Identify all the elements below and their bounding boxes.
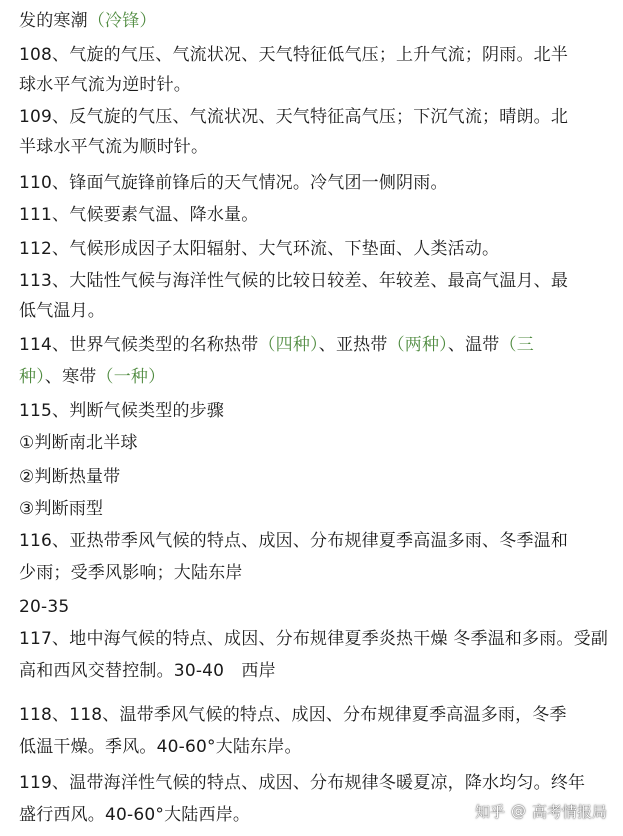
line-text: ①判断南北半球: [19, 433, 138, 453]
line-text: 114、世界气候类型的名称热带: [19, 335, 259, 355]
line-text: 半球水平气流为顺时针。: [19, 137, 209, 157]
watermark-at: @: [510, 802, 526, 820]
line-text: 高和西风交替控制。30-40 西岸: [19, 661, 276, 681]
line-text: 108、气旋的气压、气流状况、天气特征低气压；上升气流；阴雨。北半: [19, 45, 569, 65]
text-line: [19, 74, 191, 96]
line-text: 发的寒潮: [19, 11, 88, 31]
line-text: 、寒带: [44, 367, 97, 387]
highlight-text: （两种）: [387, 335, 448, 355]
highlight-text: 种）: [19, 367, 45, 387]
text-line: [19, 400, 224, 422]
line-text: 、温带: [447, 335, 500, 355]
line-text: 109、反气旋的气压、气流状况、天气特征高气压；下沉气流；晴朗。北: [19, 107, 569, 127]
text-line: [19, 804, 250, 826]
highlight-text: （三: [499, 335, 534, 355]
line-text: ③判断雨型: [19, 499, 104, 519]
text-line: [19, 432, 138, 454]
text-line: [19, 596, 69, 618]
text-line: [19, 270, 568, 292]
line-text: 116、亚热带季风气候的特点、成因、分布规律夏季高温多雨、冬季温和: [19, 531, 569, 551]
text-line: [19, 466, 120, 488]
highlight-text: （四种）: [258, 335, 319, 355]
text-line: [19, 498, 103, 520]
line-text: 117、地中海气候的特点、成因、分布规律夏季炎热干燥 冬季温和多雨。受副: [19, 629, 609, 649]
text-line: [19, 334, 534, 356]
line-text: 110、锋面气旋锋前锋后的天气情况。冷气团一侧阴雨。: [19, 173, 448, 193]
text-line: [19, 772, 585, 794]
line-text: 低气温月。: [19, 301, 105, 321]
watermark: [475, 800, 607, 822]
highlight-text: （冷锋）: [87, 11, 157, 31]
text-line: [19, 736, 302, 758]
text-line: [19, 704, 567, 726]
text-line: [19, 366, 165, 388]
highlight-text: （一种）: [96, 367, 166, 387]
text-line: [19, 238, 499, 260]
line-text: 113、大陆性气候与海洋性气候的比较日较差、年较差、最高气温月、最: [19, 271, 569, 291]
watermark-site: 知乎: [474, 802, 505, 821]
line-text: 低温干燥。季风。40-60°大陆东岸。: [19, 737, 302, 757]
line-text: 111、气候要素气温、降水量。: [19, 205, 259, 225]
text-line: [19, 10, 157, 32]
line-text: 112、气候形成因子太阳辐射、大气环流、下垫面、人类活动。: [19, 239, 500, 259]
watermark-author: 高考情报局: [531, 802, 607, 821]
text-line: [19, 300, 105, 322]
line-text: 、亚热带: [318, 335, 388, 355]
text-line: [19, 172, 448, 194]
line-text: 118、118、温带季风气候的特点、成因、分布规律夏季高温多雨，冬季: [19, 705, 567, 725]
text-line: [19, 628, 608, 650]
text-line: [19, 44, 568, 66]
text-line: [19, 530, 568, 552]
text-line: [19, 204, 258, 226]
line-text: 115、判断气候类型的步骤: [19, 401, 225, 421]
text-line: [19, 136, 208, 158]
text-line: [19, 562, 243, 584]
text-line: [19, 660, 276, 682]
line-text: 119、温带海洋性气候的特点、成因、分布规律冬暖夏凉，降水均匀。终年: [19, 773, 586, 793]
line-text: ②判断热量带: [19, 467, 121, 487]
line-text: 少雨；受季风影响；大陆东岸: [19, 563, 243, 583]
line-text: 20-35: [19, 597, 70, 617]
line-text: 球水平气流为逆时针。: [19, 75, 191, 95]
line-text: 盛行西风。40-60°大陆西岸。: [19, 805, 251, 825]
text-line: [19, 106, 568, 128]
